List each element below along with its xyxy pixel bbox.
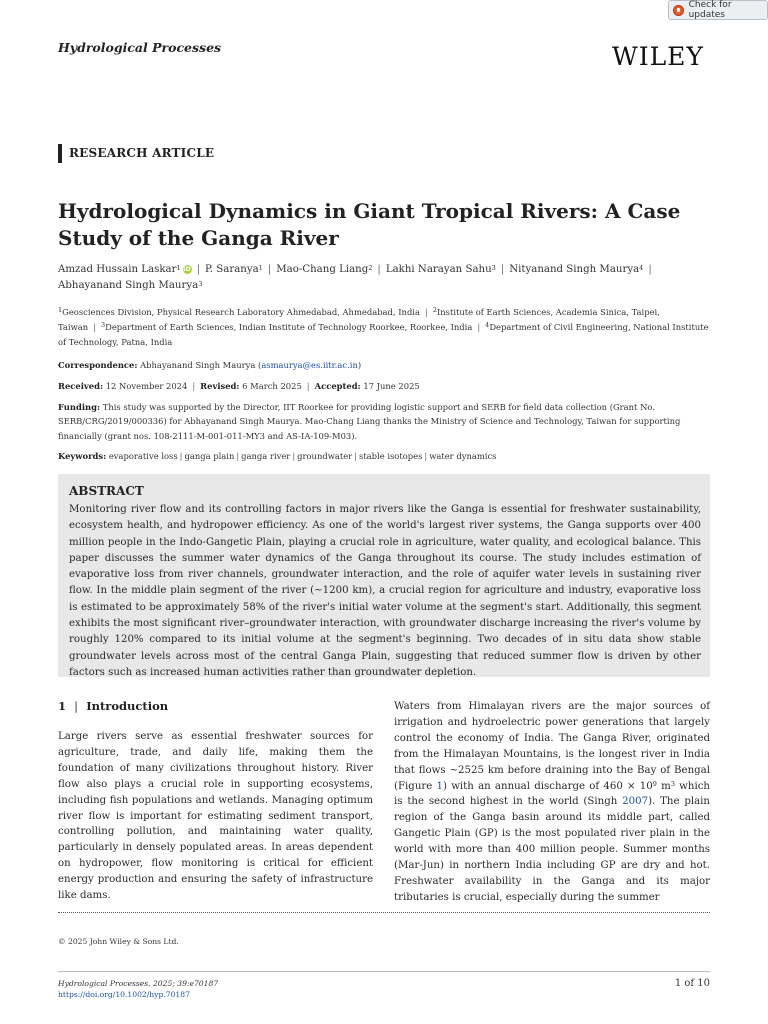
keyword[interactable]: stable isotopes [359,451,423,461]
copyright-notice: © 2025 John Wiley & Sons Ltd. [58,937,179,946]
affiliation-number: 2 [432,306,437,314]
affiliation-number: 4 [485,321,490,329]
author-list: Amzad Hussain Laskar$^1$ iD | P. Saranya$^1$ | Mao-Chang Liang$^2$ | Lakhi Narayan Sahu$^3$ | Nityanand Singh Maurya$^4$ | Abhayanand Singh Maurya$^3$ [58,264,652,291]
author-name[interactable]: Amzad Hussain Laskar [58,264,177,275]
paragraph-text: m [656,780,671,792]
correspondence: Correspondence: Abhayanand Singh Maurya (asmaurya@es.iitr.ac.in) [58,360,362,370]
accepted-date: 17 June 2025 [363,381,420,391]
figure-reference-link[interactable]: 1 [436,780,443,792]
author-affiliation-number: 1 [258,264,263,272]
author-name[interactable]: Mao-Chang Liang [276,264,369,275]
paragraph-text: ). The plain region of the Ganga basin around its middle part, called Gangetic Plain (GP) is the most populated river plain in the world with more than 400 million people. Summer months (Mar-Jun) in northern India including GP are dry and hot. Freshwater availability in the Ganga and its major tributaries is crucial, especially during the summer [394,796,710,903]
section-title: Introduction [86,699,169,713]
paragraph-text: ) with an annual discharge of 460 × 10 [443,780,653,792]
received-date: 12 November 2024 [105,381,188,391]
footer-doi-link[interactable]: https://doi.org/10.1002/hyp.70187 [58,990,190,999]
keywords: Keywords: evaporative loss | ganga plain | ganga river | groundwater | stable isotopes | water dynamics [58,451,497,461]
intro-paragraph-left: Large rivers serve as essential freshwater sources for agriculture, trade, and daily life, making them the foundation of many civilizations throughout history. River flow also plays a crucial role in supporting ecosystems, including fish populations and wetlands. Managing optimum river flow is important for estimating sediment transport, controlling pollution, and maintaining water quality, particularly in densely populated areas. In areas dependent on hydropower, flow monitoring is critical for efficient energy production and ensuring the safety of infrastructure like dams. [58,731,373,902]
author-affiliation-number: 3 [491,264,496,272]
affiliation: Geosciences Division, Physical Research Laboratory Ahmedabad, Ahmedabad, India [62,307,420,317]
paragraph-text: which is the second highest in the world (Singh [394,780,710,808]
correspondence-label: Correspondence: [58,360,138,370]
footer-citation: Hydrological Processes, 2025; 39:e70187 [58,979,219,988]
affiliation: Department of Civil Engineering, National Institute of Technology, Patna, India [58,322,709,347]
section-heading-introduction: 1 | Introduction [58,699,169,713]
keyword[interactable]: ganga plain [184,451,235,461]
exponent: 9 [652,779,657,788]
author-affiliation-number: 2 [368,264,373,272]
author-name[interactable]: Abhayanand Singh Maurya [58,280,199,291]
journal-name: Hydrological Processes [58,40,222,55]
keywords-label: Keywords: [58,451,107,461]
correspondence-email-link[interactable]: asmaurya@es.iitr.ac.in [261,360,358,370]
author-affiliation-number: 3 [198,280,203,288]
revised-date: 6 March 2025 [242,381,302,391]
author-name[interactable]: Lakhi Narayan Sahu [385,264,492,275]
affiliation-number: 1 [58,306,63,314]
affiliation-number: 3 [101,321,106,329]
article-type: RESEARCH ARTICLE [69,146,215,160]
author-affiliation-number: 4 [639,264,644,272]
crossmark-icon [673,5,684,16]
affiliation: Department of Earth Sciences, Indian Institute of Technology Roorkee, Roorkee, India [105,322,473,332]
page-number: 1 of 10 [674,978,710,989]
author-affiliation-number: 1 [176,264,181,272]
article-dates: Received: 12 November 2024 | Revised: 6 March 2025 | Accepted: 17 June 2025 [58,381,420,391]
received-label: Received: [58,381,104,391]
check-for-updates-button[interactable] [668,0,768,20]
author-name[interactable]: P. Saranya [205,264,259,275]
keyword[interactable]: ganga river [241,451,291,461]
publisher-logo: WILEY [612,42,704,71]
affiliations: $^1$Geosciences Division, Physical Research Laboratory Ahmedabad, Ahmedabad, India | $^2$Institute of Earth Sciences, Academia Sinica, Taipei, Taiwan | $^3$Department of Earth Sciences, Indian Institute of Technology Roorkee, Roorkee, India | $^4$Department of Civil Engineering, National Institute of Technology, Patna, India [58,306,709,347]
footer-divider [58,971,710,972]
article-type-marker [58,144,62,163]
correspondence-name: Abhayanand Singh Maurya [140,360,256,370]
accepted-label: Accepted: [314,381,361,391]
article-title: Hydrological Dynamics in Giant Tropical Rivers: A Case Study of the Ganga River [58,199,681,250]
keyword[interactable]: groundwater [297,451,353,461]
check-for-updates-label: Check for updates [688,0,732,20]
paragraph-text: Waters from Himalayan rivers are the major sources of irrigation and hydroelectric power generations that largely control the economy of India. The Ganga River, originated from the Himalayan Mountains, is the longest river in India that flows ~2525 km before draining into the Bay of Bengal (Figure [394,701,710,792]
abstract-heading: ABSTRACT [69,484,144,498]
affiliation: Institute of Earth Sciences, Academia Sinica, Taipei, Taiwan [58,307,660,332]
footnote-divider [58,912,710,913]
orcid-icon[interactable]: iD [183,264,191,273]
keyword[interactable]: evaporative loss [108,451,178,461]
section-number: 1 [58,699,67,713]
abstract-text: Monitoring river flow and its controlling factors in major rivers like the Ganga is essential for freshwater sustainability, ecosystem health, and hydropower efficiency. As one of the world's largest river systems, the Ganga supports over 400 million people in the Indo-Gangetic Plain, playing a crucial role in agriculture, water quality, and ecological balance. This paper discusses the summer water dynamics of the Ganga throughout its course. The study includes estimation of evaporative loss from river channels, groundwater interaction, and the role of aquifer water levels in sustaining river flow. In the middle plain segment of the river (~1200 km), a crucial region for agriculture and industry, evaporative loss is estimated to be approximately 58% of the river's initial water volume at the segment's start. Additionally, this segment exhibits the most significant river–groundwater interaction, with groundwater discharge increasing the river's volume by roughly 120% compared to its initial volume at the segment's beginning. Two decades of in situ data show stable groundwater levels across most of the central Ganga Plain, suggesting that reduced summer flow is driven by other factors such as increased human activities rather than groundwater depletion. [69,504,701,678]
revised-label: Revised: [200,381,240,391]
keyword[interactable]: water dynamics [429,451,497,461]
funding [58,400,718,443]
citation-year-link[interactable]: 2007 [622,796,649,808]
author-name[interactable]: Nityanand Singh Maurya [509,264,640,275]
funding-label: Funding: [58,402,101,412]
funding-text: This study was supported by the Director, IIT Roorkee for providing logistic support and SERB for field data collection (Grant No. SERB/CRG/2019/000336) for Abhayanand Singh Maurya. Mao-Chang Liang thanks the Ministry of Science and Technology, Taiwan for supporting financially (grant nos. 108-2111-M-001-011-MY3 and AS-IA-109-M03). [58,402,681,441]
exponent: 3 [670,779,675,788]
intro-paragraph-right [394,699,710,906]
